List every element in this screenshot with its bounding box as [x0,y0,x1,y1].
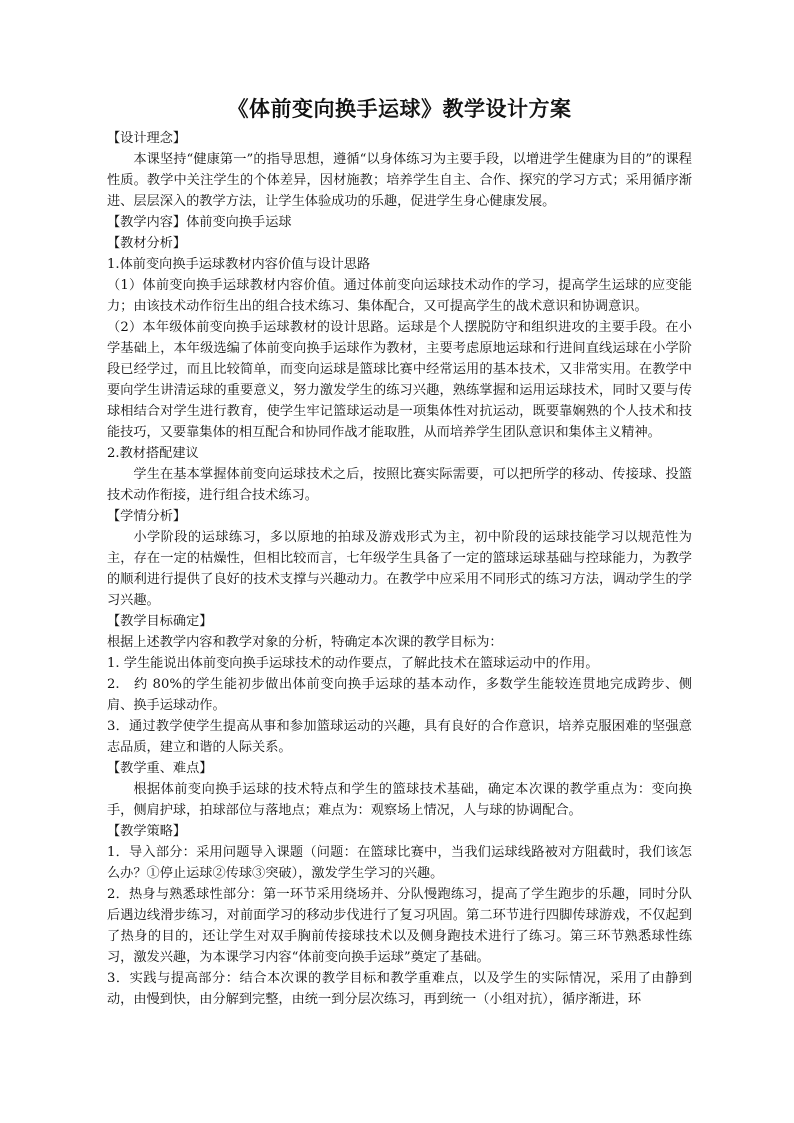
goal-item-1: 1. 学生能说出体前变向换手运球技术的动作要点，了解此技术在篮球运动中的作用。 [107,656,599,671]
analysis-subheading-1: 1.体前变向换手运球教材内容价值与设计思路 [107,257,371,272]
section-heading-strategy: 【教学策略】 [107,824,187,839]
goal-item-2: 2. 约 80%的学生能初步做出体前变向换手运球的基本动作，多数学生能较连贯地完成跨步、侧肩、换手运球动作。 [107,677,692,713]
section-heading-learners: 【学情分析】 [107,509,187,524]
goals-intro: 根据上述教学内容和教学对象的分析，特确定本次课的教学目标为： [107,635,503,650]
strategy-item-3: 3．实践与提高部分：结合本次课的教学目标和教学重难点，以及学生的实际情况，采用了由静到动，由慢到快，由分解到完整，由统一到分层次练习，再到统一（小组对抗），循序渐进，环 [107,971,692,1007]
content-line [107,212,692,233]
keypoints-paragraph: 根据体前变向换手运球的技术特点和学生的篮球技术基础，确定本次课的教学重点为：变向换手，侧肩护球，拍球部位与落地点；难点为：观察场上情况，人与球的协调配合。 [107,782,692,818]
learners-paragraph: 小学阶段的运球练习，多以原地的拍球及游戏形式为主，初中阶段的运球技能学习以规范性为主，存在一定的枯燥性，但相比较而言，七年级学生具备了一定的篮球运球基础与控球能力，为教学的顺利进行提供了良好的技术支撑与兴趣动力。在教学中应采用不同形式的练习方法，调动学生的学习兴趣。 [107,530,692,608]
page-title: 《体前变向换手运球》教学设计方案 [227,96,572,121]
analysis-paragraph-2: 学生在基本掌握体前变向运球技术之后，按照比赛实际需要，可以把所学的移动、传接球、投篮技术动作衔接，进行组合技术练习。 [107,467,692,503]
document-page [107,94,692,1010]
concept-paragraph: 本课坚持“健康第一”的指导思想，遵循“以身体练习为主要手段，以增进学生健康为目的”的课程性质。教学中关注学生的个体差异，因材施教；培养学生自主、合作、探究的学习方式；采用循序渐进、层层深入的教学方法，让学生体验成功的乐趣，促进学生身心健康发展。 [107,152,692,209]
analysis-subheading-2: 2.教材搭配建议 [107,446,199,461]
strategy-item-2: 2．热身与熟悉球性部分：第一环节采用绕场并、分队慢跑练习，提高了学生跑步的乐趣，同时分队后遇边线滑步练习，对前面学习的移动步伐进行了复习巩固。第二环节进行四脚传球游戏，不仅起到了热身的目的，还让学生对双手胸前传接球技术以及侧身跑技术进行了练习。第三环节熟悉球性练习，激发兴趣，为本课学习内容“体前变向换手运球”奠定了基础。 [107,887,692,965]
section-heading-analysis: 【教材分析】 [107,236,187,251]
strategy-item-1: 1．导入部分：采用问题导入课题（问题：在篮球比赛中，当我们运球线路被对方阻截时，我们该怎么办？①停止运球②传球③突破），激发学生学习的兴趣。 [107,845,692,881]
goal-item-3: 3．通过教学使学生提高从事和参加篮球运动的兴趣，具有良好的合作意识，培养克服困难的坚强意志品质，建立和谐的人际关系。 [107,719,692,755]
section-heading-content: 【教学内容】 [107,215,187,230]
section-heading-goals: 【教学目标确定】 [107,614,213,629]
analysis-item-2: （2）本年级体前变向换手运球教材的设计思路。运球是个人摆脱防守和组织进攻的主要手段。在小学基础上，本年级选编了体前变向换手运球作为教材，主要考虑原地运球和行进间直线运球在小学阶段已经学过，而且比较简单，而变向运球是篮球比赛中经常运用的基本技术，又非常实用。在教学中要向学生讲清运球的重要意义，努力激发学生的练习兴趣，熟练掌握和运用运球技术，同时又要与传球相结合对学生进行教育，使学生牢记篮球运动是一项集体性对抗运动，既要靠娴熟的个人技术和技能技巧，又要靠集体的相互配合和协同作战才能取胜，从而培养学生团队意识和集体主义精神。 [107,320,692,440]
section-heading-keypoints: 【教学重、难点】 [107,761,213,776]
content-value: 体前变向换手运球 [186,215,292,230]
section-heading-concept: 【设计理念】 [107,131,187,146]
analysis-item-1: （1）体前变向换手运球教材内容价值。通过体前变向运球技术动作的学习，提高学生运球的应变能力；由该技术动作衍生出的组合技术练习、集体配合，又可提高学生的战术意识和协调意识。 [107,278,692,314]
